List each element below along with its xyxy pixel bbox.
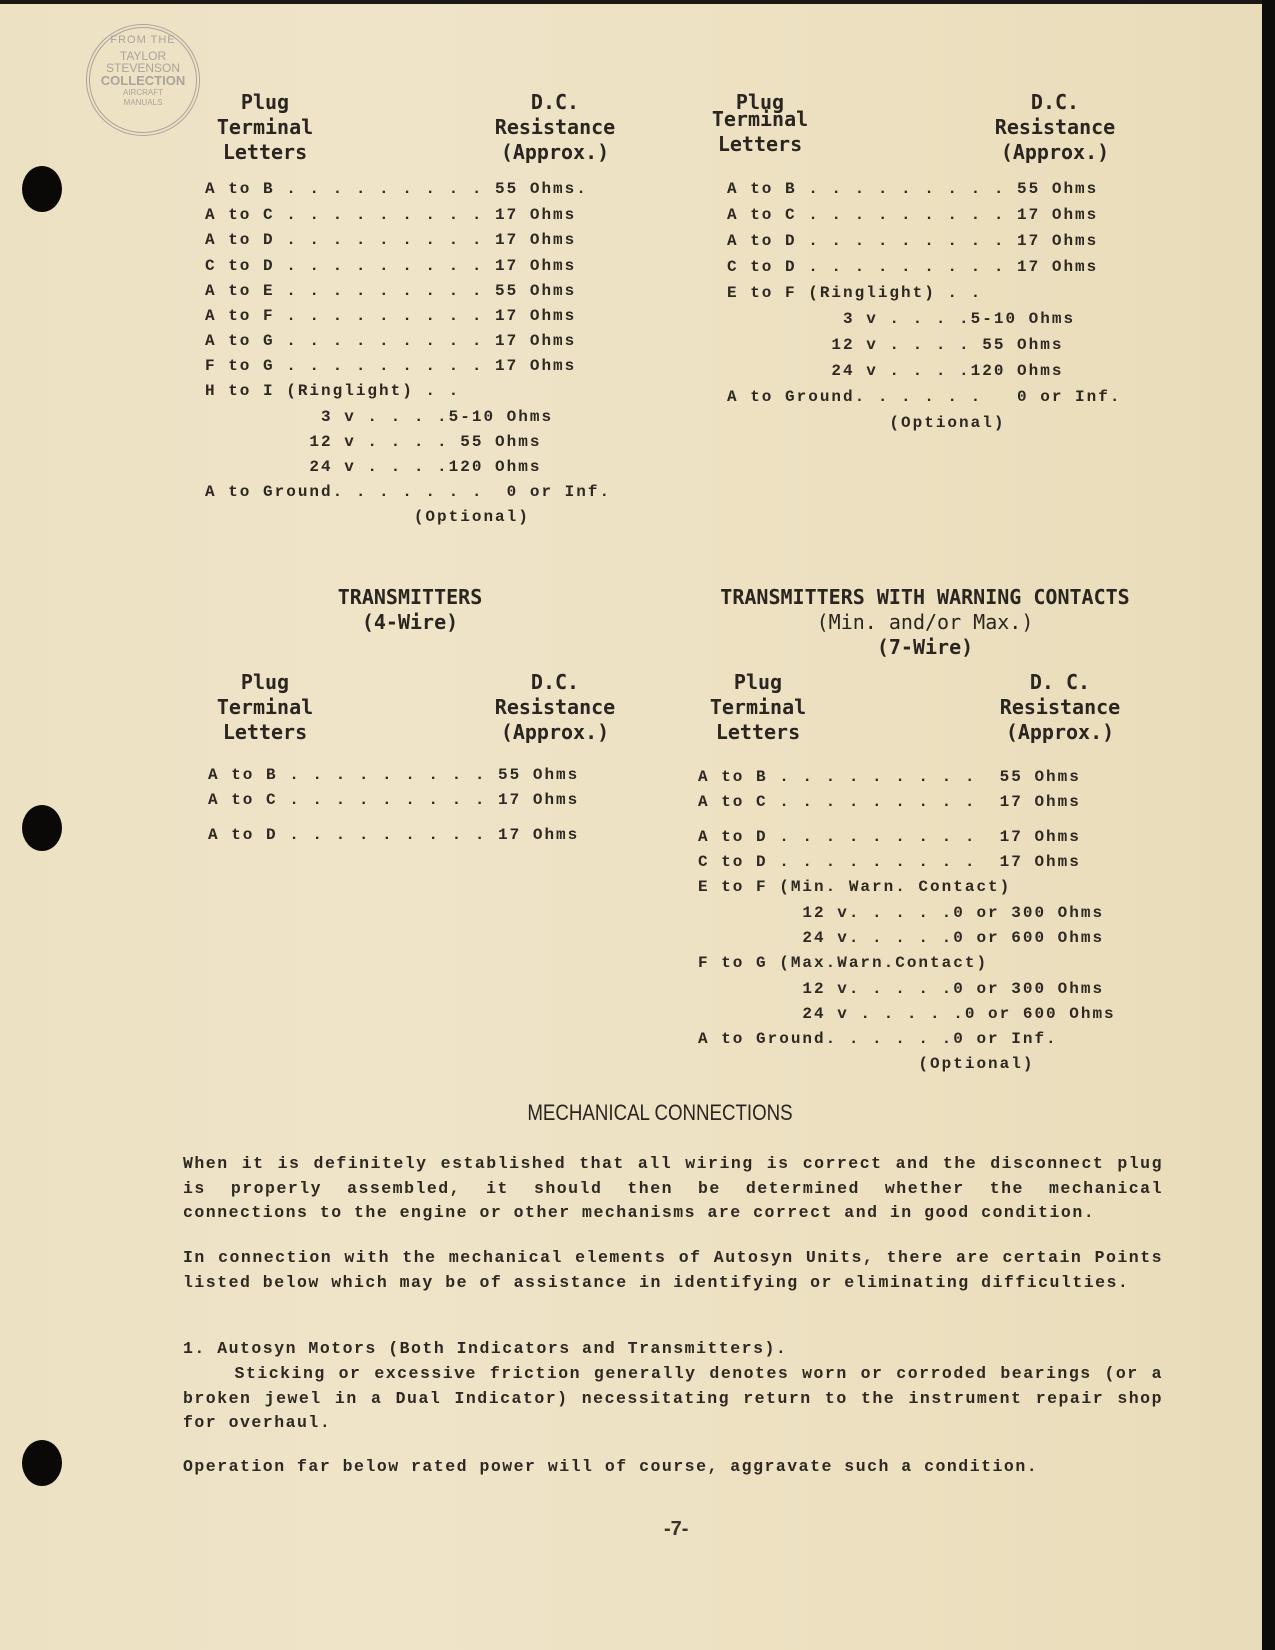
table-row: A to E . . . . . . . . . 55 Ohms bbox=[205, 282, 577, 300]
column-header-resistance: D.C. Resistance (Approx.) bbox=[994, 90, 1116, 164]
table-row: A to B . . . . . . . . . 55 Ohms bbox=[727, 180, 1099, 198]
item-1-body: Sticking or excessive friction generally denotes worn or corroded bearings (or a broken jewel in a Dual Indicator) necessitating return to the instrument repair shop for overhaul. bbox=[183, 1364, 1175, 1432]
table-row: 3 v . . . .5-10 Ohms bbox=[727, 310, 1076, 328]
column-header-resistance: D.C. Resistance (Approx.) bbox=[494, 670, 616, 744]
table-row: 12 v. . . . .0 or 300 Ohms bbox=[698, 904, 1105, 922]
table-row: 24 v. . . . .0 or 600 Ohms bbox=[698, 929, 1105, 947]
table-row: E to F (Min. Warn. Contact) bbox=[698, 878, 1012, 896]
section-title: TRANSMITTERS (4-Wire) bbox=[337, 585, 483, 634]
table-row: 24 v . . . .120 Ohms bbox=[727, 362, 1064, 380]
paragraph-operation-note: Operation far below rated power will of course, aggravate such a condition. bbox=[183, 1457, 1039, 1476]
page-number: -7- bbox=[664, 1518, 689, 1540]
binder-hole bbox=[22, 1440, 62, 1486]
binder-hole bbox=[22, 166, 62, 212]
table-row: A to Ground. . . . . . . 0 or Inf. bbox=[205, 483, 612, 501]
table-row: (Optional) bbox=[205, 508, 530, 526]
table-row: E to F (Ringlight) . . bbox=[727, 284, 983, 302]
table-row: 24 v . . . .120 Ohms bbox=[205, 458, 542, 476]
table-row: C to D . . . . . . . . . 17 Ohms bbox=[698, 853, 1081, 871]
table-row: A to C . . . . . . . . . 17 Ohms bbox=[698, 793, 1081, 811]
table-row: C to D . . . . . . . . . 17 Ohms bbox=[727, 258, 1099, 276]
collection-stamp: FROM THE TAYLOR STEVENSON COLLECTION AIRCRAFT MANUALS bbox=[86, 24, 200, 136]
table-row: A to D . . . . . . . . . 17 Ohms bbox=[698, 828, 1081, 846]
table-row: A to G . . . . . . . . . 17 Ohms bbox=[205, 332, 577, 350]
table-row: A to B . . . . . . . . . 55 Ohms. bbox=[205, 180, 588, 198]
table-row: A to D . . . . . . . . . 17 Ohms bbox=[205, 231, 577, 249]
column-header-plug: Plug Terminal Letters bbox=[711, 90, 809, 156]
table-row: (Optional) bbox=[727, 414, 1006, 432]
table-row: 12 v. . . . .0 or 300 Ohms bbox=[698, 980, 1105, 998]
table-row: A to C . . . . . . . . . 17 Ohms bbox=[727, 206, 1099, 224]
column-header-plug: Plug Terminal Letters bbox=[216, 670, 314, 744]
table-row: 24 v . . . . .0 or 600 Ohms bbox=[698, 1005, 1116, 1023]
table-row: A to Ground. . . . . .0 or Inf. bbox=[698, 1030, 1058, 1048]
column-header-resistance: D.C. Resistance (Approx.) bbox=[494, 90, 616, 164]
table-row: A to D . . . . . . . . . 17 Ohms bbox=[208, 826, 580, 844]
table-row: 12 v . . . . 55 Ohms bbox=[205, 433, 542, 451]
table-row: F to G (Max.Warn.Contact) bbox=[698, 954, 989, 972]
mechanical-connections-title: MECHANICAL CONNECTIONS bbox=[527, 1100, 793, 1125]
table-row: A to B . . . . . . . . . 55 Ohms bbox=[208, 766, 580, 784]
column-header-plug: Plug Terminal Letters bbox=[709, 670, 807, 744]
table-row: A to C . . . . . . . . . 17 Ohms bbox=[208, 791, 580, 809]
table-row: C to D . . . . . . . . . 17 Ohms bbox=[205, 257, 577, 275]
table-row: H to I (Ringlight) . . bbox=[205, 382, 461, 400]
table-row: A to F . . . . . . . . . 17 Ohms bbox=[205, 307, 577, 325]
paragraph-wiring-check: When it is definitely established that all wiring is correct and the disconnect plug is properly assembled, it should then be determined whether the mechanical connections to the engine or other mechanisms are correct and in good condition. bbox=[183, 1154, 1163, 1222]
table-row: A to B . . . . . . . . . 55 Ohms bbox=[698, 768, 1081, 786]
binder-hole bbox=[22, 805, 62, 851]
column-header-plug: Plug Terminal Letters bbox=[216, 90, 314, 164]
table-row: A to C . . . . . . . . . 17 Ohms bbox=[205, 206, 577, 224]
section-title: TRANSMITTERS WITH WARNING CONTACTS (Min. and/or Max.) (7-Wire) bbox=[720, 585, 1130, 659]
column-header-resistance: D. C. Resistance (Approx.) bbox=[999, 670, 1121, 744]
table-row: A to Ground. . . . . . 0 or Inf. bbox=[727, 388, 1122, 406]
table-row: 12 v . . . . 55 Ohms bbox=[727, 336, 1064, 354]
table-row: 3 v . . . .5-10 Ohms bbox=[205, 408, 554, 426]
item-1-heading: 1. Autosyn Motors (Both Indicators and Transmitters). bbox=[183, 1339, 788, 1358]
table-row: A to D . . . . . . . . . 17 Ohms bbox=[727, 232, 1099, 250]
paragraph-autosyn-points: In connection with the mechanical elements of Autosyn Units, there are certain Points listed below which may be of assistance in identifying or eliminating difficulties. bbox=[183, 1248, 1163, 1292]
table-row: F to G . . . . . . . . . 17 Ohms bbox=[205, 357, 577, 375]
table-row: (Optional) bbox=[698, 1055, 1035, 1073]
